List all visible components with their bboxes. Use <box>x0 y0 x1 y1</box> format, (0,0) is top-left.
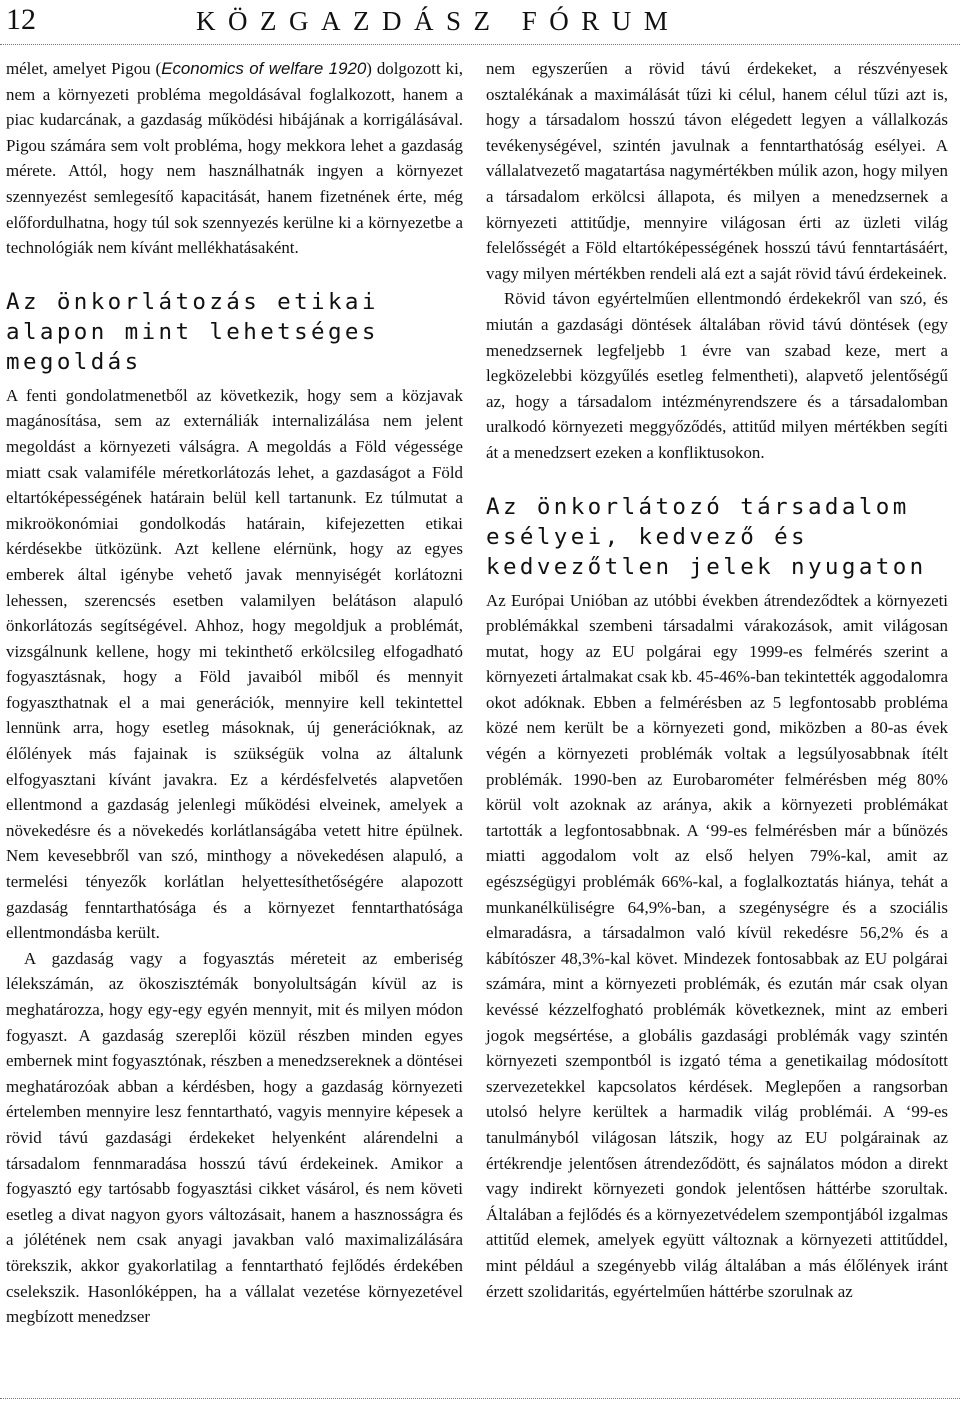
right-column <box>486 56 948 1304</box>
footer-divider <box>0 1398 960 1399</box>
right-paragraph-3: Az Európai Unióban az utóbbi években átrendeződtek a környezeti problémákkal szembeni társadalmi várakozások, amit világosan mutat, hogy az EU polgárai egy 1999-es felmérés szerint a környezeti ártalmakat csak kb. 45-46%-ban tekintették aggodalomra okot adóknak. Ebben a felmérésben az 5 legfontosabb probléma közé nem került be a környezeti gond, miközben a 80-as évek végén a környezeti problémák voltak a legsúlyosabbnak ítélt problémák. 1990-ben az Eurobarométer felmérésben még 80% körül volt azoknak az aránya, akik a környezeti problémákat tartották a legfontosabbnak. A ‘99-es felmérésben már a bűnözés miatti aggodalom volt az első helyen 79%-kal, amit az egészségügyi problémák 66%-kal, a foglalkoztatás hiánya, tehát a munkanélküliségre 64,9%-ban, a szegénységre és a szociális elmaradásra, a társadalmon való kívül rekedésre 56,2% és a kábítószer 48,3%-kal követ. Mindezek fontosabbak az EU polgárai számára, mint a környezeti problémák, és ezután már csak olyan kevéssé kézzelfogható problémák következnek, mint az emberi jogok megsértése, a globális gazdasági problémák vagy szintén környezeti szempontból is izgató téma a genetikailag módosított szervezetekkel kapcsolatos kérdések. Meglepően a rangsorban utolsó helyre kerültek a harmadik világ problémái. A ‘99-es tanulmányból világosan látszik, hogy az EU polgárainak az értékrendje jelentősen átrendeződött, és sajnálatos módon a direkt vagy indirekt környezeti gondok jelentősen háttérbe szorultak. Általában a fejlődés és a környezetvédelem szempontjából izgalmas attitűd elemek, amelyek együtt változnak a környezeti attitűddel, mint például a szegényebb világ általában a más élőlények iránt érzett szolidaritás, egyértelműen háttérbe szorulnak az <box>486 590 948 1301</box>
page-number: 12 <box>6 3 36 36</box>
paragraph-text: mélet, amelyet Pigou ( <box>6 59 162 78</box>
left-column <box>6 56 463 1330</box>
section-heading-self-restraint: Az önkorlátozás etikai alapon mint lehetséges megoldás <box>6 288 379 375</box>
section-heading-society: Az önkorlátozó társadalom esélyei, kedvező és kedvezőtlen jelek nyugaton <box>486 493 927 580</box>
page-header <box>0 0 960 44</box>
left-paragraph-2: A fenti gondolatmenetből az következik, hogy sem a közjavak magánosítása, sem az externáliák internalizálása nem jelent megoldást a környezeti válságra. A megoldás a Föld végessége miatt csak valamiféle méretkorlátozás lehet, a gazdaságot a Föld eltartóképességének határain belül kell tartanunk. Ez túlmutat a mikroökonómiai gondolkodás határain, kifejezetten etikai kérdésekbe ütközünk. Azt kellene elérnünk, hogy az egyes emberek által igénybe vehető javak mennyiségét korlátozni lehessen, szerencsés esetben valamilyen belátáson alapuló önkorlátozás segítségével. Ahhoz, hogy megoldjuk a problémát, vizsgálnunk kellene, hogy mi tekinthető erkölcsileg elfogadható fogyasztásnak, hogy a Föld javaiból miből és mennyit fogyaszthatnak el a mai generációk, mennyire kell tekintettel lennünk arra, hogy esetleg másoknak, új generációknak, az élőlények más fajainak is szükségük volna az általunk elfogyasztani kívánt javakra. Ez a kérdésfelvetés alapvetően ellentmond a gazdaság jelenlegi működési elveinek, amelyek a növekedésre és a növekedés korlátlanságába vetett hitre épülnek. Nem kevesebbről van szó, minthogy a növekedésen alapuló, a termelési tényezők korlátlan helyettesíthetőségére alapozott gazdaság fenntarthatósága és a környezet fenntarthatósága ellentmondásba került. <box>6 385 463 943</box>
right-paragraph-1: nem egyszerűen a rövid távú érdekeket, a részvényesek osztalékának a maximálását tűzi ki célul, hanem célul tűzi azt is, hogy a társadalom hosszú távon elégedett legyen a vállalkozás tevékenységével, szintén javulnak a fenntarthatóság esélyei. A vállalatvezető magatartása nagymértékben múlik azon, hogy milyen a társadalom erkölcsi állapota, és milyen a menedzsernek a környezeti attitűdje, mennyire világosan érti az üzleti világ felelősségét a Föld eltartóképességének hosszú távú fenntartásáért, vagy milyen mértékben rendeli alá ezt a saját rövid távú érdekeinek. <box>486 59 948 283</box>
left-paragraph-1 <box>6 56 463 261</box>
book-title: Economics of welfare 1920 <box>161 59 367 78</box>
journal-title: KÖZGAZDÁSZ FÓRUM <box>196 6 681 36</box>
paragraph-text: ) dolgozott ki, nem a környezeti probléma megoldásával foglalkozott, hanem a piac kudarcának, a gazdaság működési hibájának a korrigálásával. Pigou számára sem volt probléma, hogy mekkora lehet a gazdaság mérete. Attól, hogy nem használhatnák ingyen a környezet szennyezést semlegesítő kapacitását, hanem fizetnének érte, még előfordulhatna, hogy túl sok szennyezés kerülne ki a környezetbe a technológiák nem kívánt mellékhatásaként. <box>6 59 463 258</box>
right-paragraph-2: Rövid távon egyértelműen ellentmondó érdekekről van szó, és miután a gazdasági döntések általában rövid távú döntések (egy menedzsernek legfeljebb 1 évre van szabad keze, mert a legközelebbi közgyűlés esetleg felmentheti), alapvető jelentőségű az, hogy a társadalom intézményrendszere és a társadalomban uralkodó környezeti meggyőződés, attitűd milyen mértékben segíti át a menedzsert ezeken a konfliktusokon. <box>486 289 948 462</box>
header-divider <box>0 44 960 45</box>
left-paragraph-3: A gazdaság vagy a fogyasztás méreteit az emberiség lélekszámán, az ökoszisztémák bonyolultságán kívül az is meghatározza, hogy egy-egy egyén mennyit, mit és milyen módon fogyaszt. A gazdaság szereplői közül részben minden egyes embernek mint fogyasztónak, részben a menedzsereknek a döntései meghatározóak abban a kérdésben, hogy a gazdaság környezeti értelemben mennyire lesz fenntartható, vagyis mennyire képesek a rövid távú gazdasági érdekeket helyenként alárendelni a társadalom fennmaradása hosszú távú érdekeinek. Amikor a fogyasztó egy tartósabb fogyasztási cikket vásárol, és nem követi esetleg a divat nagyon gyors változásait, hanem a hasznosságra és a jólétének nem csak anyagi javakban való maximalizálására törekszik, akkor gyakorlatilag a fenntartható fejlődés érdekében cselekszik. Hasonlóképpen, ha a vállalat vezetése környezetével megbízott menedzser <box>6 948 463 1327</box>
